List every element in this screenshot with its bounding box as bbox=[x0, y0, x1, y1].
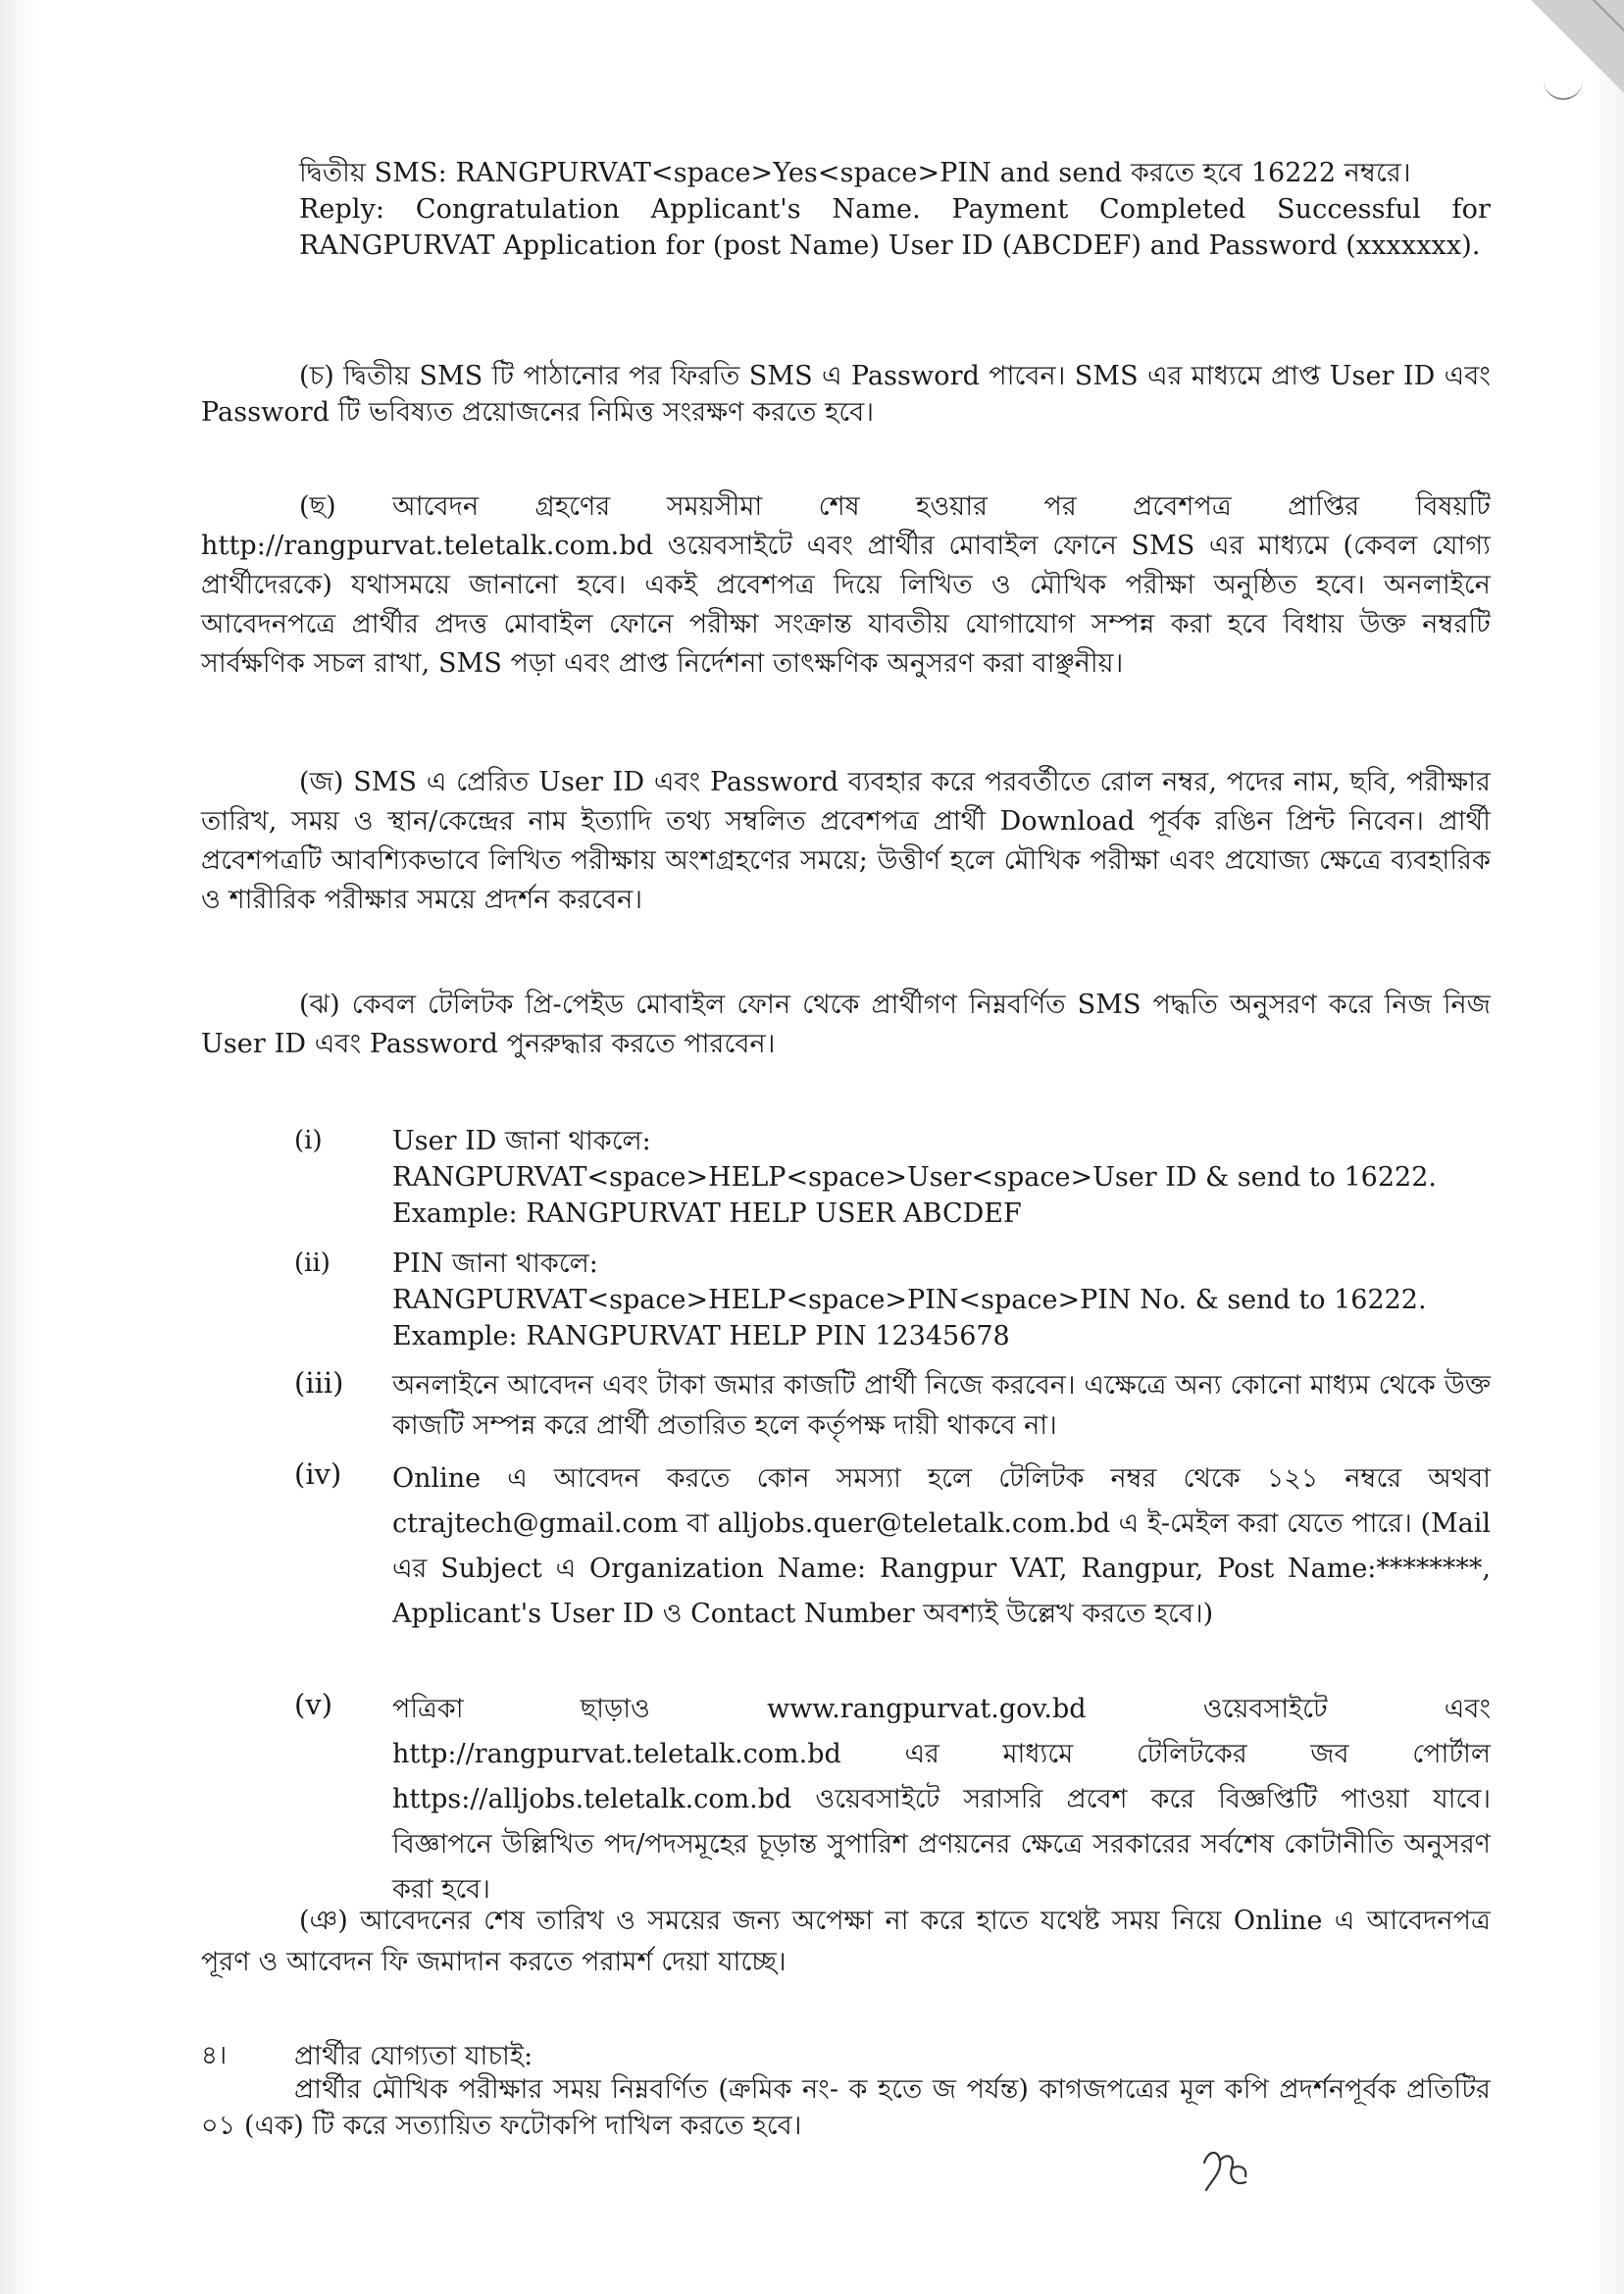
list-item: অনলাইনে আবেদন এবং টাকা জমার কাজটি প্রার্থী নিজে করবেন। এক্ষেত্রে অন্য কোনো মাধ্যম থেকে উক্ত কাজটি সম্পন্ন করে প্রার্থী প্রতারিত হলে কর্তৃপক্ষ দায়ী থাকবে না। bbox=[392, 1370, 1491, 1441]
sms2-line: দ্বিতীয় SMS: RANGPURVAT<space>Yes<space>PIN and send করতে হবে 16222 নম্বরে। bbox=[299, 158, 1411, 188]
list-item-number: (iv) bbox=[294, 1457, 342, 1491]
list-item-line: RANGPURVAT<space>HELP<space>PIN<space>PIN No. & send to 16222. bbox=[392, 1285, 1427, 1315]
list-item bbox=[392, 1246, 1491, 1354]
list-item: পত্রিকা ছাড়াও www.rangpurvat.gov.bd ওয়েবসাইটে এবং http://rangpurvat.teletalk.com.bd এর মাধ্যমে টেলিটকের জব পোর্টাল https://alljobs.teletalk.com.bd ওয়েবসাইটে সরাসরি প্রবেশ করে বিজ্ঞপ্তিটি পাওয়া যাবে। বিজ্ঞাপনে উল্লিখিত পদ/পদসমূহের চূড়ান্ত সুপারিশ প্রণয়নের ক্ষেত্রে সরকারের সর্বশেষ কোটানীতি অনুসরণ করা হবে। bbox=[392, 1694, 1491, 1905]
paragraph-cha: (চ) দ্বিতীয় SMS টি পাঠানোর পর ফিরতি SMS এ Password পাবেন। SMS এর মাধ্যমে প্রাপ্ত User ID এবং Password টি ভবিষ্যত প্রয়োজনের নিমিত্ত সংরক্ষণ করতে হবে। bbox=[201, 361, 1491, 428]
section-number: ৪। bbox=[201, 2041, 228, 2070]
section-body: প্রার্থীর মৌখিক পরীক্ষার সময় নিম্নবর্ণিত (ক্রমিক নং- ক হতে জ পর্যন্ত) কাগজপত্রের মূল কপি প্রদর্শনপূর্বক প্রতিটির ০১ (এক) টি করে সত্যায়িত ফটোকপি দাখিল করতে হবে। bbox=[201, 2074, 1491, 2141]
list-item-line: Example: RANGPURVAT HELP PIN 12345678 bbox=[392, 1321, 1010, 1351]
page-corner-fold bbox=[1531, 0, 1624, 93]
paragraph-chha: (ছ) আবেদন গ্রহণের সময়সীমা শেষ হওয়ার পর প্রবেশপত্র প্রাপ্তির বিষয়টি http://rangpurvat.teletalk.com.bd ওয়েবসাইটে এবং প্রার্থীর মোবাইল ফোনে SMS এর মাধ্যমে (কেবল যোগ্য প্রার্থীদেরকে) যথাসময়ে জানানো হবে। একই প্রবেশপত্র দিয়ে লিখিত ও মৌখিক পরীক্ষা অনুষ্ঠিত হবে। অনলাইনে আবেদনপত্রে প্রার্থীর প্রদত্ত মোবাইল ফোনে পরীক্ষা সংক্রান্ত যাবতীয় যোগাযোগ সম্পন্ন করা হবে বিধায় উক্ত নম্বরটি সার্বক্ষণিক সচল রাখা, SMS পড়া এবং প্রাপ্ত নির্দেশনা তাৎক্ষণিক অনুসরণ করা বাঞ্ছনীয়। bbox=[201, 491, 1491, 679]
list-item-number: (i) bbox=[294, 1126, 323, 1155]
handwritten-signature bbox=[1196, 2143, 1255, 2197]
list-item-line: RANGPURVAT<space>HELP<space>User<space>User ID & send to 16222. bbox=[392, 1162, 1437, 1193]
list-item-line: User ID জানা থাকলে: bbox=[392, 1126, 651, 1156]
list-item bbox=[392, 1123, 1491, 1232]
list-item-line: Example: RANGPURVAT HELP USER ABCDEF bbox=[392, 1198, 1022, 1229]
list-item-number: (ii) bbox=[294, 1249, 330, 1278]
list-item-number: (v) bbox=[294, 1688, 333, 1721]
list-item-number: (iii) bbox=[294, 1366, 344, 1400]
sms2-reply: Reply: Congratulation Applicant's Name. Payment Completed Successful for RANGPURVAT Application for (post Name) User ID (ABCDEF) and Password (xxxxxxx). bbox=[299, 194, 1491, 261]
paragraph-nya: (ঞ) আবেদনের শেষ তারিখ ও সময়ের জন্য অপেক্ষা না করে হাতে যথেষ্ট সময় নিয়ে Online এ আবেদনপত্র পূরণ ও আবেদন ফি জমাদান করতে পরামর্শ দেয়া যাচ্ছে। bbox=[201, 1906, 1491, 1977]
paragraph-ja: (জ) SMS এ প্রেরিত User ID এবং Password ব্যবহার করে পরবর্তীতে রোল নম্বর, পদের নাম, ছবি, পরীক্ষার তারিখ, সময় ও স্থান/কেন্দ্রের নাম ইত্যাদি তথ্য সম্বলিত প্রবেশপত্র প্রার্থী Download পূর্বক রঙিন প্রিন্ট নিবেন। প্রার্থী প্রবেশপত্রটি আবশ্যিকভাবে লিখিত পরীক্ষায় অংশগ্রহণের সময়ে; উত্তীর্ণ হলে মৌখিক পরীক্ষা এবং প্রযোজ্য ক্ষেত্রে ব্যবহারিক ও শারীরিক পরীক্ষার সময়ে প্রদর্শন করবেন। bbox=[201, 767, 1491, 915]
page-corner-curl bbox=[1544, 80, 1583, 100]
sms2-block bbox=[299, 155, 1491, 264]
paragraph-jha: (ঝ) কেবল টেলিটক প্রি-পেইড মোবাইল ফোন থেকে প্রার্থীগণ নিম্নবর্ণিত SMS পদ্ধতি অনুসরণ করে নিজ নিজ User ID এবং Password পুনরুদ্ধার করতে পারবেন। bbox=[201, 990, 1491, 1059]
list-item-line: PIN জানা থাকলে: bbox=[392, 1249, 598, 1279]
section-heading: প্রার্থীর যোগ্যতা যাচাই: bbox=[294, 2041, 533, 2071]
list-item: Online এ আবেদন করতে কোন সমস্যা হলে টেলিটক নম্বর থেকে ১২১ নম্বরে অথবা ctrajtech@gmail.com বা alljobs.quer@teletalk.com.bd এ ই-মেইল করা যেতে পারে। (Mail এর Subject এ Organization Name: Rangpur VAT, Rangpur, Post Name:********, Applicant's User ID ও Contact Number অবশ্যই উল্লেখ করতে হবে।) bbox=[392, 1463, 1491, 1629]
